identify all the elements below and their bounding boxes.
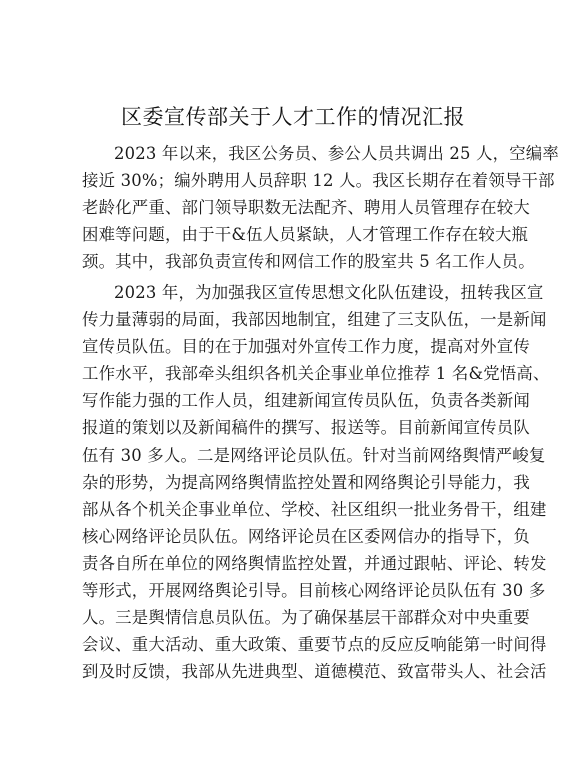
text-line: 人。三是舆情信息员队伍。为了确保基层干部群众对中央重要: [82, 608, 530, 628]
text-line: 接近 30%；编外聘用人员辞职 12 人。我区长期存在着领导干部: [82, 171, 555, 191]
text-line: 报道的策划以及新闻稿件的撰写、报送等。目前新闻宣传员队: [82, 418, 530, 438]
text-line: 会议、重大活动、重大政策、重要节点的反应反响能第一时间得: [82, 635, 547, 655]
text-line: 传力量薄弱的局面，我部因地制宜，组建了三支队伍，一是新闻: [82, 310, 547, 330]
text-line: 杂的形势，为提高网络舆情监控处置和网络舆论引导能力，我: [82, 472, 530, 492]
document-title: 区委宣传部关于人才工作的情况汇报: [121, 105, 465, 129]
text-line: 到及时反馈，我部从先进典型、道德模范、致富带头人、社会活: [82, 662, 547, 682]
text-line: 2023 年以来，我区公务员、参公人员共调出 25 人，空编率: [114, 144, 559, 163]
paragraph-2: [82, 279, 550, 685]
text-line: 核心网络评论员队伍。网络评论员在区委网信办的指导下，负: [82, 526, 530, 546]
paragraph-1: [82, 140, 559, 275]
text-line: 伍有 30 多人。二是网络评论员队伍。针对当前网络舆情严峻复: [82, 445, 546, 465]
text-line: 部从各个机关企事业单位、学校、社区组织一批业务骨干，组建: [82, 499, 547, 519]
text-line: 工作水平，我部牵头组织各机关企事业单位推荐 1 名&党悟高、: [82, 364, 550, 384]
text-line: 等形式，开展网络舆论引导。目前核心网络评论员队伍有 30 多: [82, 581, 546, 601]
text-line: 老龄化严重、部门领导职数无法配齐、聘用人员管理存在较大: [82, 198, 530, 218]
text-line: 颈。其中，我部负责宣传和网信工作的股室共 5 名工作人员。: [82, 252, 535, 272]
text-line: 宣传员队伍。目的在于加强对外宣传工作力度，提高对外宣传: [82, 337, 530, 357]
text-line: 写作能力强的工作人员，组建新闻宣传员队伍，负责各类新闻: [82, 391, 530, 411]
text-line: 责各自所在单位的网络舆情监控处置，并通过跟帖、评论、转发: [82, 553, 547, 573]
text-line: 困难等问题，由于干&伍人员紧缺，人才管理工作存在较大瓶: [82, 225, 529, 245]
text-line: 2023 年，为加强我区宣传思想文化队伍建设，扭转我区宣: [114, 283, 544, 302]
